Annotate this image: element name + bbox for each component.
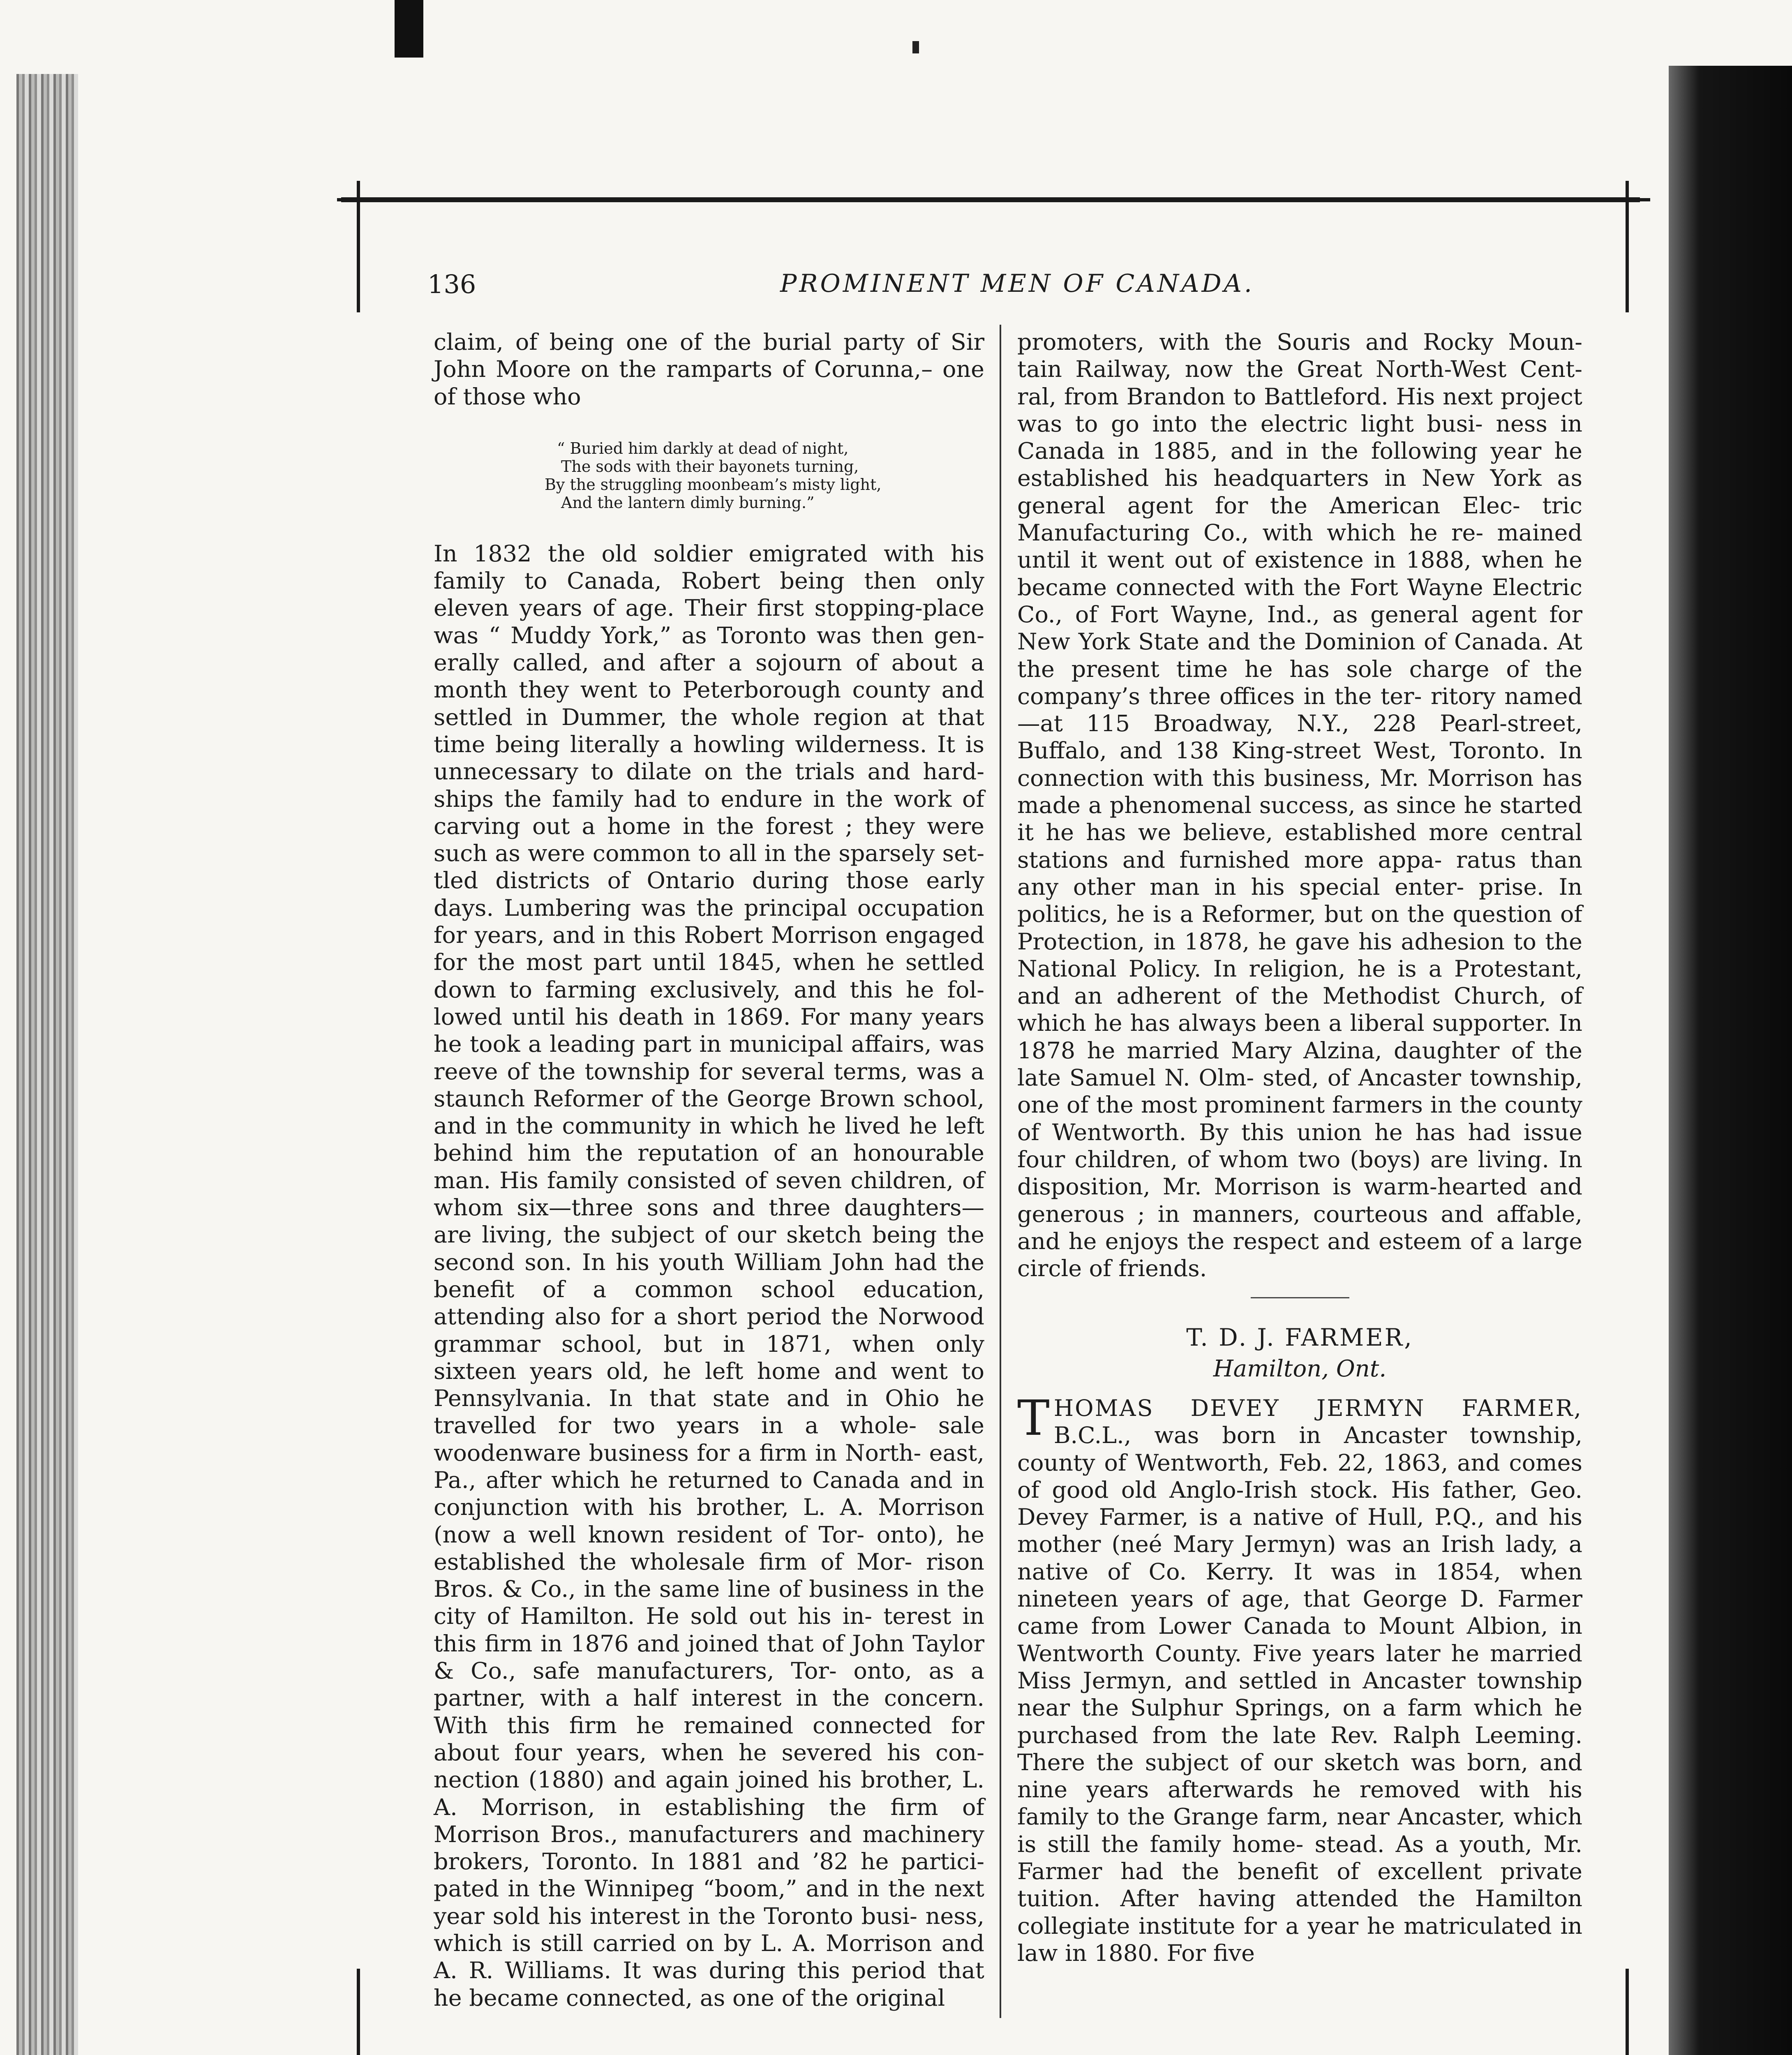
running-title: PROMINENT MEN OF CANADA. (780, 269, 1255, 298)
article-subheading: Hamilton, Ont. (1213, 1355, 1387, 1382)
left-column (434, 329, 984, 2012)
article-body: THOMAS DEVEY JERMYN FARMER, B.C.L., was born in Ancaster township, county of Wentworth, Feb. 22, 1863, and comes of good old Anglo-Irish stock. His father, Geo. Devey Farmer, is a native of Hull, P.Q., and his mother (neé Mary Jermyn) was an Irish lady, a native of Co. Kerry. It was in 1854, when nineteen years of age, that George D. Farmer came from Lower Canada to Mount Albion, in Wentworth County. Five years later he married Miss Jermyn, and settled in Ancaster township near the Sulphur Springs, on a farm which he purchased from the late Rev. Ralph Leeming. There the subject of our sketch was born, and nine years afterwards he removed with his family to the Grange farm, near Ancaster, which is still the family home- stead. As a youth, Mr. Farmer had the benefit of excellent private tuition. After having attended the Hamilton collegiate institute for a year he matriculated in law in 1880. For five (1017, 1389, 1583, 1967)
body-paragraph: promoters, with the Souris and Rocky Moun- tain Railway, now the Great North-West Cent- ral, from Brandon to Battleford. His next project was to go into the electric light busi- ness in Canada in 1885, and in the following year he established his headquarters in New York as general agent for the American Elec- tric Manufacturing Co., with which he re- mained until it went out of existence in 1888, when he became connected with the Fort Wayne Electric Co., of Fort Wayne, Ind., as general agent for New York State and the Dominion of Canada. At the present time he has sole charge of the company’s three offices in the ter- ritory named—at 115 Broadway, N.Y., 228 Pearl-street, Buffalo, and 138 King-street West, Toronto. In connection with this business, Mr. Morrison has made a phenomenal success, as since he started it he has we believe, established more central stations and furnished more appa- ratus than any other man in his special enter- prise. In politics, he is a Reformer, but on the question of Protection, in 1878, he gave his adhesion to the National Policy. In religion, he is a Protestant, and an adherent of the Methodist Church, of which he has always been a liberal supporter. In 1878 he married Mary Alzina, daughter of the late Samuel N. Olm- sted, of Ancaster township, one of the most prominent farmers in the county of Wentworth. By this union he has had issue four children, of whom two (boys) are living. In disposition, Mr. Morrison is warm-hearted and generous ; in manners, courteous and affable, and he enjoys the respect and esteem of a large circle of friends. (1017, 329, 1583, 1282)
drop-cap: T (1017, 1389, 1050, 1446)
scan-mark-top (395, 0, 423, 58)
section-separator (1251, 1297, 1349, 1298)
right-column (1017, 329, 1582, 1967)
scan-dot-top (912, 41, 919, 53)
intro-text: claim, of being one of the burial party of Sir John Moore on the ramparts of Corunna,– one of those who (434, 329, 984, 410)
article-heading: T. D. J. FARMER, (1186, 1323, 1413, 1352)
page-header (427, 269, 1607, 319)
poem-quote: “ Buried him darkly at dead of night, The sods with their bayonets turning, By the struggling moonbeam’s misty light, And the lantern dimly burning.” (545, 439, 882, 512)
column-divider (1000, 325, 1001, 2018)
body-paragraph: In 1832 the old soldier emigrated with his family to Canada, Robert being then only eleven years of age. Their first stopping-place was “ Muddy York,” as Toronto was then gen- erally called, and after a sojourn of about a month they went to Peterborough county and settled in Dummer, the whole region at that time being literally a howling wilderness. It is unnecessary to dilate on the trials and hard- ships the family had to endure in the work of carving out a home in the forest ; they were such as were common to all in the sparsely set- tled districts of Ontario during those early days. Lumbering was the principal occupation for years, and in this Robert Morrison engaged for the most part until 1845, when he settled down to farming exclusively, and this he fol- lowed until his death in 1869. For many years he took a leading part in municipal affairs, was reeve of the township for several terms, was a staunch Reformer of the George Brown school, and in the community in which he lived he left behind him the reputation of an honourable man. His family consisted of seven children, of whom six—three sons and three daughters—are living, the subject of our sketch being the second son. In his youth William John had the benefit of a common school education, attending also for a short period the Norwood grammar school, but in 1871, when only sixteen years old, he left home and went to Pennsylvania. In that state and in Ohio he travelled for two years in a whole- sale woodenware business for a firm in North- east, Pa., after which he returned to Canada and in conjunction with his brother, L. A. Morrison (now a well known resident of Tor- onto), he established the wholesale firm of Mor- rison Bros. & Co., in the same line of business in the city of Hamilton. He sold out his in- terest in this firm in 1876 and joined that of John Taylor & Co., safe manufacturers, Tor- onto, as a partner, with a half interest in the concern. With this firm he remained connected for about four years, when he severed his con- nection (1880) and again joined his brother, L. A. Morrison, in establishing the firm of Morrison Bros., manufacturers and machinery brokers, Toronto. In 1881 and ’82 he partici- pated in the Winnipeg “boom,” and in the next year sold his interest in the Toronto busi- ness, which is still carried on by L. A. Morrison and A. R. Williams. It was during this period that he became connected, as one of the original (434, 540, 985, 2011)
article-first-line: HOMAS DEVEY JERMYN FARMER, (1053, 1395, 1582, 1422)
page-number: 136 (427, 269, 476, 299)
scan-edge-right (1669, 66, 1792, 2055)
scan-edge-left (16, 74, 78, 2055)
